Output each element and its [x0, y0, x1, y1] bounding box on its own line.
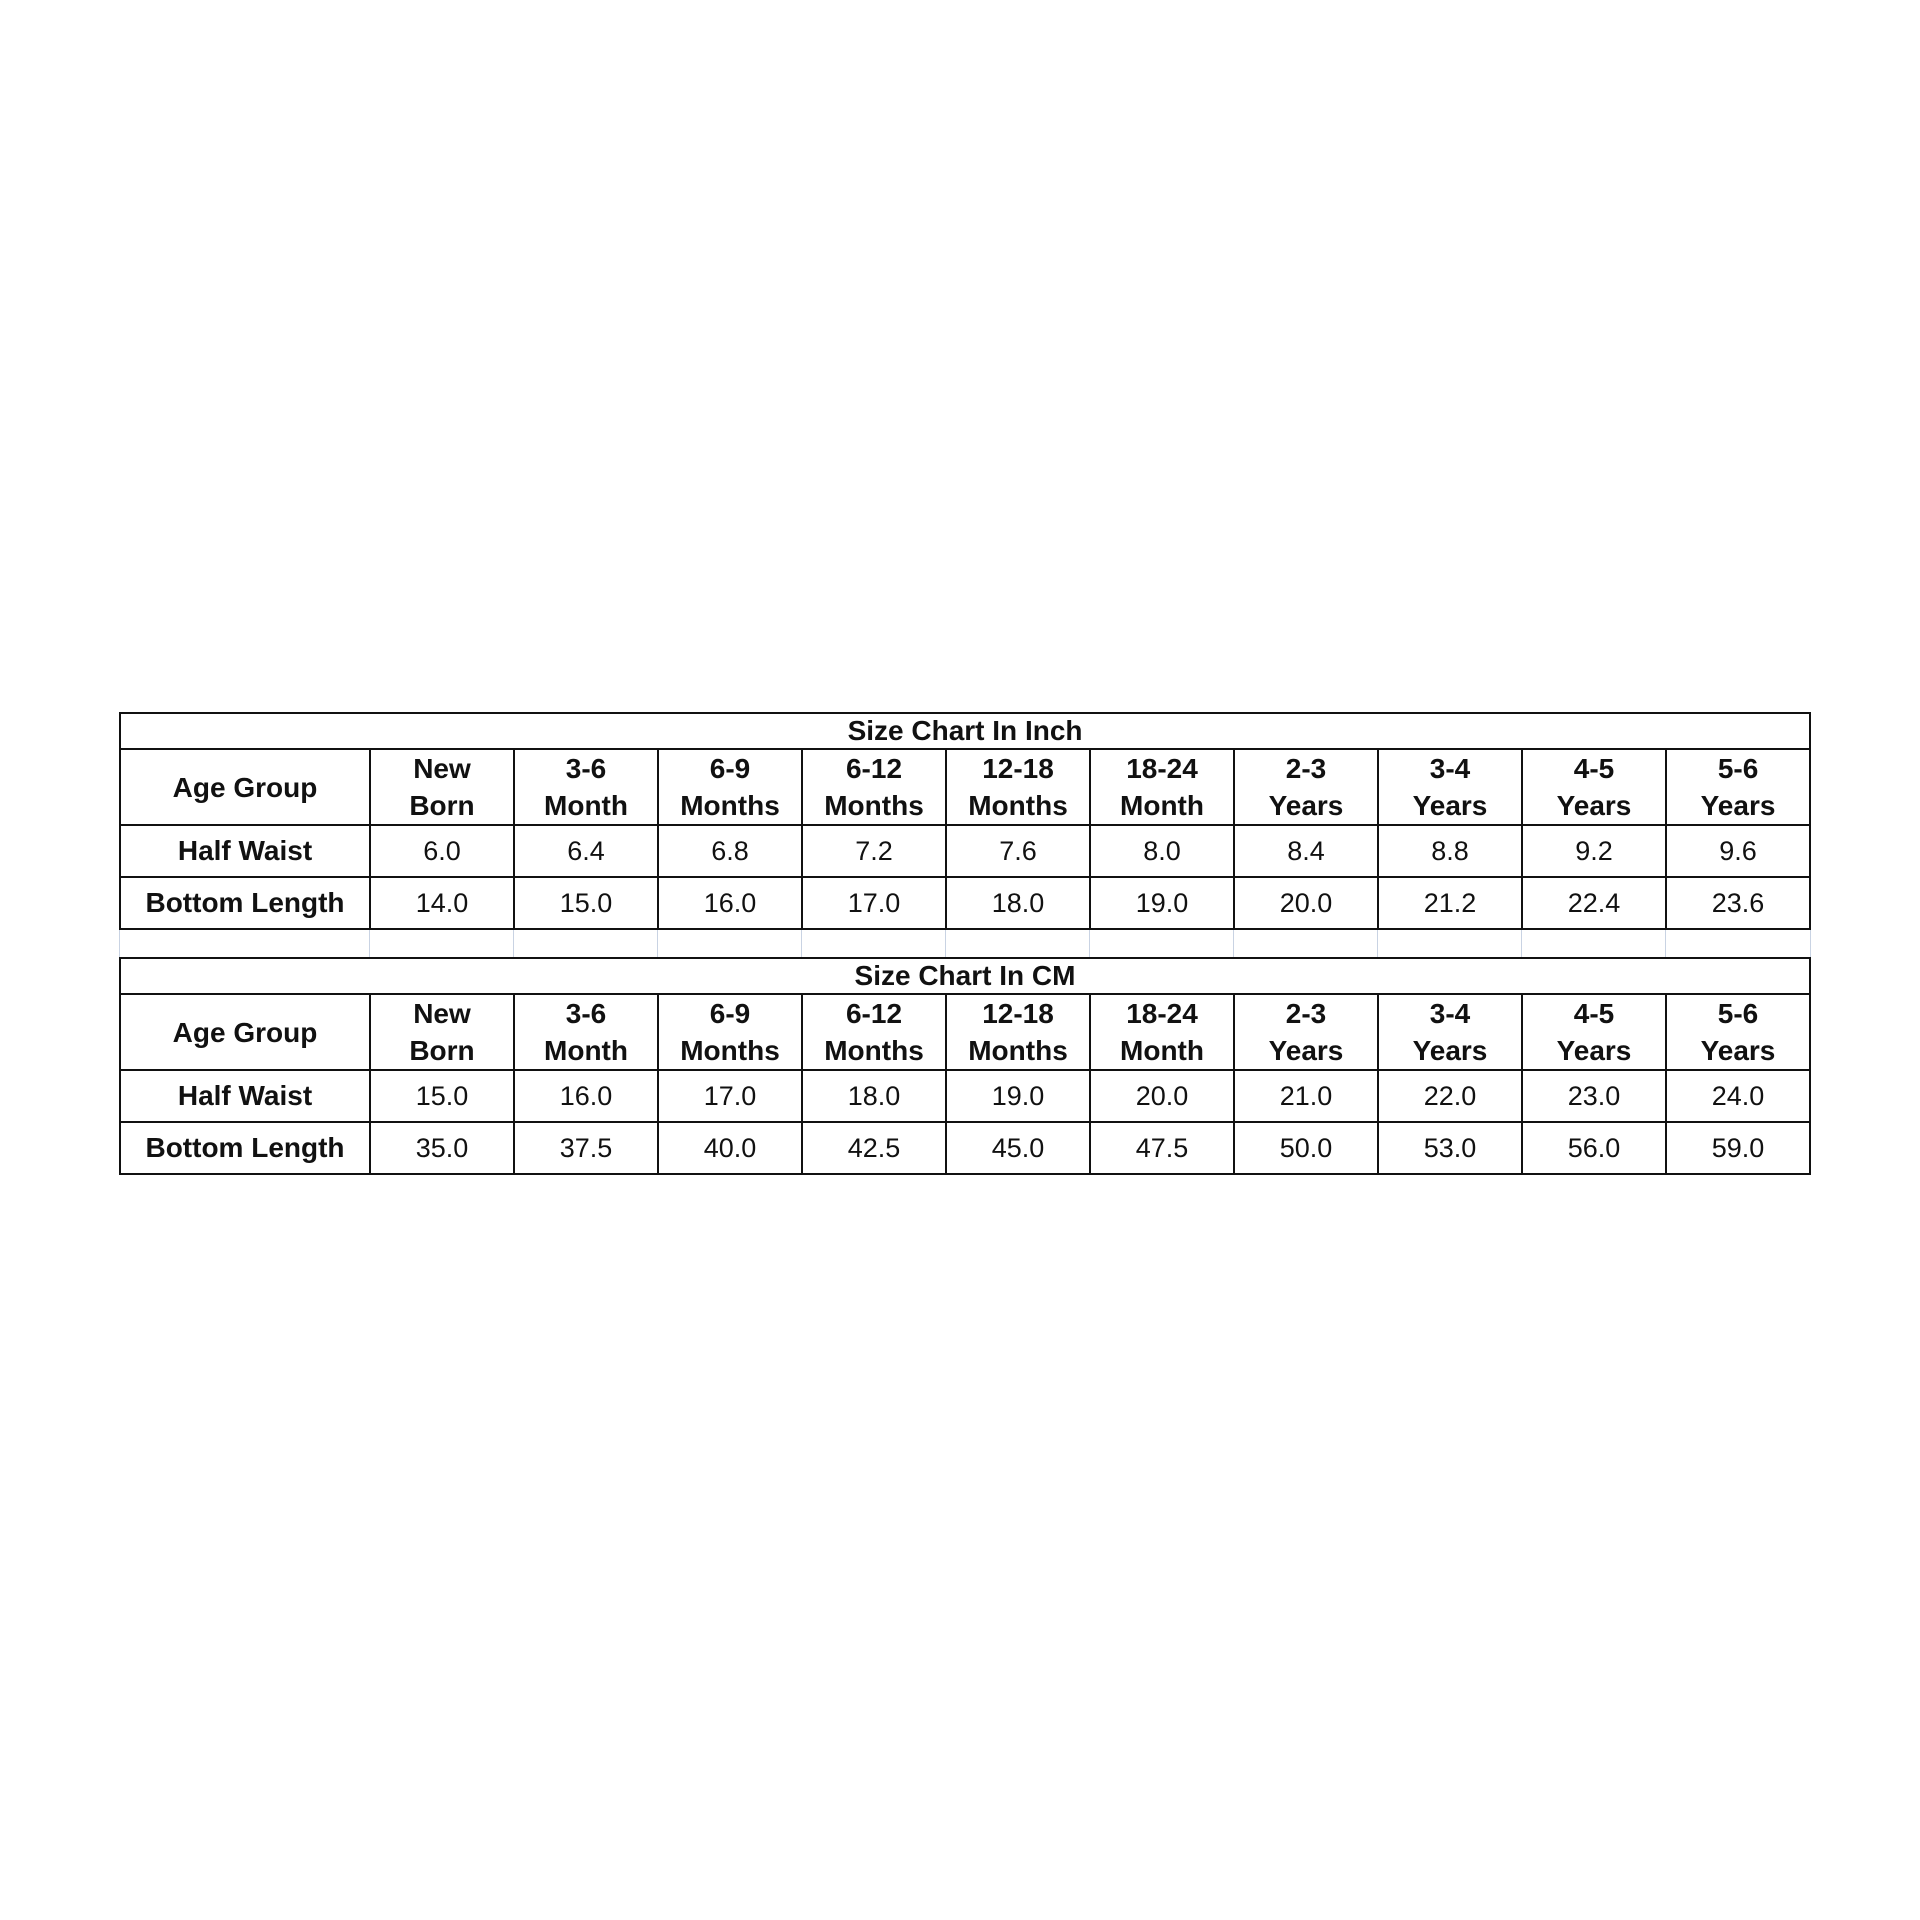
- age-group-label: Age Group: [120, 994, 370, 1070]
- table-cell: 22.0: [1378, 1070, 1522, 1122]
- size-header-line1: 18-24: [1126, 753, 1198, 784]
- table-cell: 18.0: [802, 1070, 946, 1122]
- size-header-line2: Month: [544, 1035, 628, 1066]
- table-cell: 7.6: [946, 825, 1090, 877]
- gap-cell: [658, 930, 802, 957]
- size-header: [802, 994, 946, 1070]
- size-header: [1378, 749, 1522, 825]
- size-header: [514, 994, 658, 1070]
- half-waist-row: [120, 1070, 1810, 1122]
- size-header-line1: 6-12: [845, 998, 903, 1029]
- table-cell: 17.0: [802, 877, 946, 929]
- size-header: [1234, 749, 1378, 825]
- size-header: [946, 749, 1090, 825]
- size-header: [1666, 749, 1810, 825]
- size-header: [946, 994, 1090, 1070]
- table-cell: 6.8: [658, 825, 802, 877]
- size-header-line2: Born: [409, 790, 475, 821]
- gap-cell: [1666, 930, 1810, 957]
- size-header-line2: Years: [1412, 790, 1488, 821]
- gap-cell: [1234, 930, 1378, 957]
- size-header: [1234, 994, 1378, 1070]
- gap-cell: [514, 930, 658, 957]
- size-header-line1: 6-12: [845, 753, 903, 784]
- table-cell: 24.0: [1666, 1070, 1810, 1122]
- table-cell: 8.4: [1234, 825, 1378, 877]
- size-header-line1: 3-6: [565, 998, 607, 1029]
- gap-cell: [1090, 930, 1234, 957]
- size-header: [370, 749, 514, 825]
- table-cell: 20.0: [1234, 877, 1378, 929]
- table-cell: 40.0: [658, 1122, 802, 1174]
- size-header-line2: Born: [409, 1035, 475, 1066]
- size-header-line2: Years: [1700, 790, 1776, 821]
- table-cell: 56.0: [1522, 1122, 1666, 1174]
- size-header-line1: 6-9: [709, 998, 751, 1029]
- size-header-line1: 12-18: [982, 998, 1054, 1029]
- table-cell: 6.0: [370, 825, 514, 877]
- table-title: Size Chart In Inch: [120, 713, 1810, 749]
- age-group-label: Age Group: [120, 749, 370, 825]
- size-header-line1: New: [413, 998, 471, 1029]
- gap-cell: [120, 930, 370, 957]
- size-header-line1: 2-3: [1285, 753, 1327, 784]
- table-cell: 15.0: [514, 877, 658, 929]
- size-header-line1: 5-6: [1717, 753, 1759, 784]
- size-chart-inch-table: [119, 712, 1811, 930]
- gap-cell: [370, 930, 514, 957]
- size-header: [1090, 749, 1234, 825]
- table-cell: 23.6: [1666, 877, 1810, 929]
- size-header-line1: 4-5: [1573, 753, 1615, 784]
- half-waist-row: [120, 825, 1810, 877]
- size-header-line1: 6-9: [709, 753, 751, 784]
- row-label: Half Waist: [120, 1070, 370, 1122]
- size-header-line2: Months: [680, 790, 780, 821]
- size-header: [1522, 749, 1666, 825]
- size-header-line1: 12-18: [982, 753, 1054, 784]
- table-cell: 16.0: [514, 1070, 658, 1122]
- table-title-row: [120, 958, 1810, 994]
- size-chart-cm-table: [119, 957, 1811, 1175]
- gap-cell: [802, 930, 946, 957]
- table-cell: 9.2: [1522, 825, 1666, 877]
- spreadsheet-gap-row: [119, 930, 1811, 957]
- table-header-row: [120, 749, 1810, 825]
- size-header-line1: 3-4: [1429, 753, 1471, 784]
- size-header-line1: 3-4: [1429, 998, 1471, 1029]
- table-cell: 18.0: [946, 877, 1090, 929]
- table-title-row: [120, 713, 1810, 749]
- size-header-line2: Months: [824, 1035, 924, 1066]
- size-header: [370, 994, 514, 1070]
- size-header-line2: Month: [1120, 790, 1204, 821]
- size-header-line2: Month: [1120, 1035, 1204, 1066]
- size-header-line1: 18-24: [1126, 998, 1198, 1029]
- size-header-line1: 2-3: [1285, 998, 1327, 1029]
- table-cell: 23.0: [1522, 1070, 1666, 1122]
- table-cell: 9.6: [1666, 825, 1810, 877]
- size-header-line1: New: [413, 753, 471, 784]
- table-cell: 53.0: [1378, 1122, 1522, 1174]
- table-header-row: [120, 994, 1810, 1070]
- row-label: Half Waist: [120, 825, 370, 877]
- table-cell: 8.8: [1378, 825, 1522, 877]
- table-cell: 16.0: [658, 877, 802, 929]
- size-header-line1: 3-6: [565, 753, 607, 784]
- size-header-line2: Years: [1556, 790, 1632, 821]
- size-header: [658, 994, 802, 1070]
- size-chart-sheet: [119, 712, 1811, 1175]
- table-cell: 8.0: [1090, 825, 1234, 877]
- table-cell: 35.0: [370, 1122, 514, 1174]
- table-cell: 15.0: [370, 1070, 514, 1122]
- gap-cell: [946, 930, 1090, 957]
- size-header: [1090, 994, 1234, 1070]
- table-cell: 42.5: [802, 1122, 946, 1174]
- table-cell: 6.4: [514, 825, 658, 877]
- table-cell: 20.0: [1090, 1070, 1234, 1122]
- size-header-line2: Years: [1556, 1035, 1632, 1066]
- size-header-line2: Years: [1268, 790, 1344, 821]
- size-header-line1: 4-5: [1573, 998, 1615, 1029]
- size-header-line2: Years: [1700, 1035, 1776, 1066]
- size-header: [1666, 994, 1810, 1070]
- size-header-line2: Months: [968, 790, 1068, 821]
- size-header: [802, 749, 946, 825]
- table-cell: 59.0: [1666, 1122, 1810, 1174]
- table-cell: 17.0: [658, 1070, 802, 1122]
- table-cell: 47.5: [1090, 1122, 1234, 1174]
- table-cell: 22.4: [1522, 877, 1666, 929]
- table-cell: 19.0: [1090, 877, 1234, 929]
- row-label: Bottom Length: [120, 877, 370, 929]
- table-cell: 37.5: [514, 1122, 658, 1174]
- table-title: Size Chart In CM: [120, 958, 1810, 994]
- size-header-line2: Months: [824, 790, 924, 821]
- table-cell: 7.2: [802, 825, 946, 877]
- size-header-line2: Years: [1412, 1035, 1488, 1066]
- table-cell: 21.2: [1378, 877, 1522, 929]
- table-cell: 14.0: [370, 877, 514, 929]
- size-header: [658, 749, 802, 825]
- size-header: [1378, 994, 1522, 1070]
- gap-cell: [1378, 930, 1522, 957]
- size-header-line2: Months: [968, 1035, 1068, 1066]
- bottom-length-row: [120, 1122, 1810, 1174]
- gap-cell: [1522, 930, 1666, 957]
- size-header: [1522, 994, 1666, 1070]
- table-cell: 19.0: [946, 1070, 1090, 1122]
- row-label: Bottom Length: [120, 1122, 370, 1174]
- size-header-line2: Years: [1268, 1035, 1344, 1066]
- size-header-line1: 5-6: [1717, 998, 1759, 1029]
- size-header-line2: Month: [544, 790, 628, 821]
- size-header-line2: Months: [680, 1035, 780, 1066]
- table-cell: 50.0: [1234, 1122, 1378, 1174]
- size-header: [514, 749, 658, 825]
- table-cell: 21.0: [1234, 1070, 1378, 1122]
- bottom-length-row: [120, 877, 1810, 929]
- table-cell: 45.0: [946, 1122, 1090, 1174]
